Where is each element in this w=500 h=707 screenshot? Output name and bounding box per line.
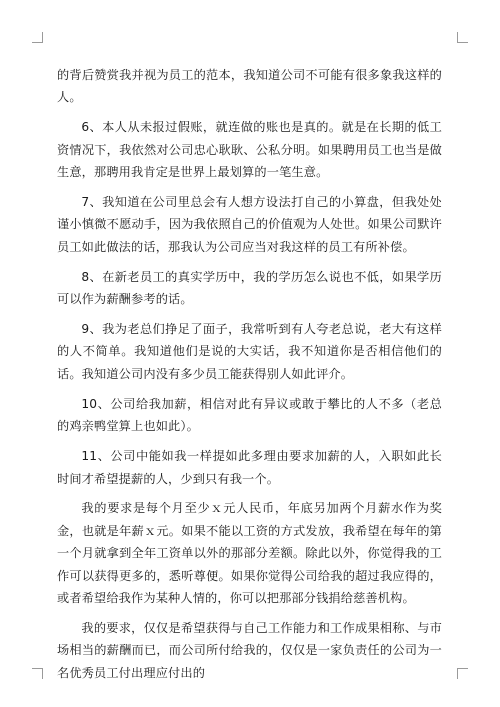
- document-body: [57, 64, 442, 692]
- corner-mark-bottom-right: [457, 668, 468, 679]
- paragraph-item-10: 10、公司给我加薪，相信对此有异议或敢于攀比的人不多（老总的鸡亲鸭堂算上也如此）。: [57, 396, 442, 434]
- paragraph-item-8: 8、在新老员工的真实学历中，我的学历怎么说也不低，如果学历可以作为薪酬参考的话。: [57, 269, 442, 307]
- corner-mark-bottom-left: [32, 668, 43, 679]
- paragraph-closing: 我的要求，仅仅是希望获得与自己工作能力和工作成果相称、与市场相当的薪酬而已，而公司所付给我的，仅仅是一家负责任的公司为一名优秀员工付出理应付出的: [57, 620, 442, 680]
- corner-mark-top-right: [457, 32, 468, 43]
- paragraph-item-11: 11、公司中能如我一样提如此多理由要求加薪的人，入职如此长时间才希望提薪的人，少到只有我一个。: [57, 449, 442, 486]
- paragraph-item-7: 7、我知道在公司里总会有人想方设法打自己的小算盘，但我处处谨小慎微不愿动手，因为我依照自己的价值观为人处世。如果公司默许员工如此做法的话，那我认为公司应当对我这样的员工有所补偿。: [57, 195, 442, 254]
- paragraph-continuation: 的背后赞赏我并视为员工的范本，我知道公司不可能有很多象我这样的人。: [57, 68, 442, 105]
- corner-mark-top-left: [32, 32, 43, 43]
- paragraph-item-9: 9、我为老总们挣足了面子，我常听到有人夸老总说，老大有这样的人不简单。我知道他们是说的大实话，我不知道你是否相信他们的话。我知道公司内没有多少员工能获得别人如此评介。: [57, 322, 442, 381]
- paragraph-salary-request: 我的要求是每个月至少ｘ元人民币，年底另加两个月薪水作为奖金，也就是年薪ｘ元。如果不能以工资的方式发放，我希望在每年的第一个月就拿到全年工资单以外的那部分差额。除此以外，你觉得我的工作可以获得更多的，悉听尊便。如果你觉得公司给我的超过我应得的，或者希望给我作为某种人情的，你可以把那部分钱捐给慈善机构。: [57, 501, 442, 606]
- paragraph-item-6: 6、本人从未报过假账，就连做的账也是真的。就是在长期的低工资情况下，我依然对公司忠心耿耿、公私分明。如果聘用员工也当是做生意，那聘用我肯定是世界上最划算的一笔生意。: [57, 120, 442, 180]
